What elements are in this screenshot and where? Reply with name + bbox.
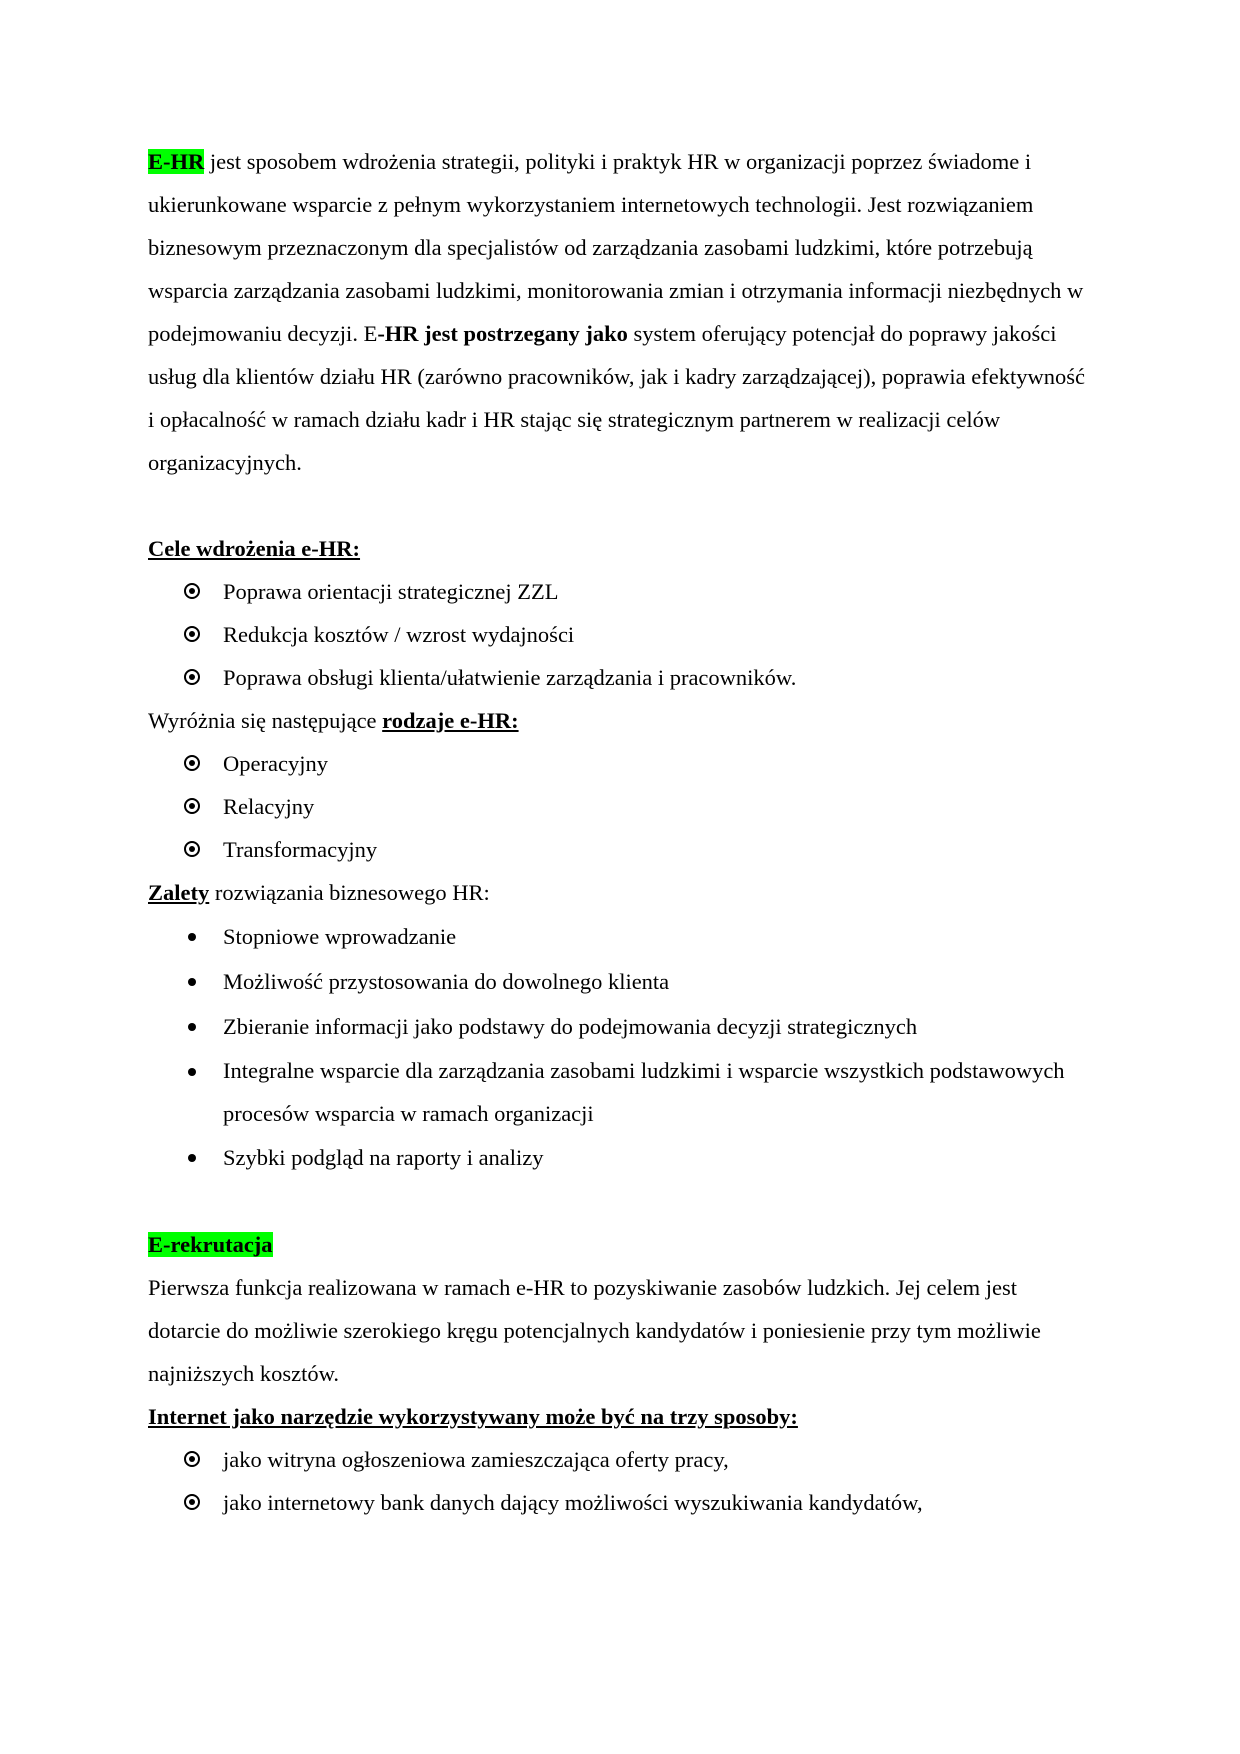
zalety-heading: Zalety: [148, 880, 210, 905]
rodzaje-line: [148, 699, 1093, 742]
list-item: Transformacyjny: [148, 828, 1093, 871]
list-item: Możliwość przystosowania do dowolnego klienta: [148, 959, 1093, 1004]
rodzaje-heading: rodzaje e-HR:: [382, 708, 519, 733]
intro-text-1: jest sposobem wdrożenia strategii, polityki i praktyk HR w organizacji poprzez świadome i ukierunkowane wsparcie z pełnym wykorzystaniem internetowych technologii. Jest rozwiązaniem biznesowym przeznaczonym dla specjalistów od zarządzania zasobami ludzkimi, które potrzebują wsparcia zarządzania zasobami ludzkimi, monitorowania zmian i otrzymania informacji niezbędnych w podejmowaniu decyzji. E: [148, 149, 1084, 346]
bullet-dot-icon: [188, 1068, 196, 1076]
spacer: [148, 484, 1093, 527]
list-item: jako internetowy bank danych dający możliwości wyszukiwania kandydatów,: [148, 1481, 1093, 1524]
intro-paragraph: [148, 140, 1093, 484]
zalety-lead: rozwiązania biznesowego HR:: [209, 880, 490, 905]
bullet-dot-icon: [188, 1154, 196, 1162]
list-item: Redukcja kosztów / wzrost wydajności: [148, 613, 1093, 656]
list-item: Szybki podgląd na raporty i analizy: [148, 1135, 1093, 1180]
list-item: Poprawa orientacji strategicznej ZZL: [148, 570, 1093, 613]
zalety-line: [148, 871, 1093, 914]
erekrutacja-paragraph: Pierwsza funkcja realizowana w ramach e-HR to pozyskiwanie zasobów ludzkich. Jej celem jest dotarcie do możliwie szerokiego kręgu potencjalnych kandydatów i poniesienie przy tym możliwie najniższych kosztów.: [148, 1275, 1041, 1386]
cele-list: [148, 570, 1093, 699]
erekrutacja-heading: E-rekrutacja: [148, 1232, 273, 1257]
circled-bullet-icon: [184, 798, 200, 814]
circled-bullet-icon: [184, 841, 200, 857]
internet-list: [148, 1438, 1093, 1524]
bullet-dot-icon: [188, 933, 196, 941]
list-item: Poprawa obsługi klienta/ułatwienie zarządzania i pracowników.: [148, 656, 1093, 699]
circled-bullet-icon: [184, 755, 200, 771]
circled-bullet-icon: [184, 1494, 200, 1510]
spacer: [148, 1180, 1093, 1223]
intro-text-2: system oferujący potencjał do poprawy jakości usług dla klientów działu HR (zarówno pracowników, jak i kadry zarządzającej), poprawia efektywność i opłacalność w ramach działu kadr i HR stając się strategicznym partnerem w realizacji celów organizacyjnych.: [148, 321, 1085, 475]
list-item: jako witryna ogłoszeniowa zamieszczająca oferty pracy,: [148, 1438, 1093, 1481]
rodzaje-lead: Wyróżnia się następujące: [148, 708, 383, 733]
list-item: Integralne wsparcie dla zarządzania zasobami ludzkimi i wsparcie wszystkich podstawowych procesów wsparcia w ramach organizacji: [148, 1049, 1093, 1135]
ehr-term-highlight: E-HR: [148, 149, 205, 174]
rodzaje-list: [148, 742, 1093, 871]
circled-bullet-icon: [184, 669, 200, 685]
bullet-dot-icon: [188, 978, 196, 986]
circled-bullet-icon: [184, 583, 200, 599]
circled-bullet-icon: [184, 626, 200, 642]
zalety-list: [148, 914, 1093, 1180]
erekrutacja-heading-line: [148, 1223, 1093, 1266]
list-item: Zbieranie informacji jako podstawy do podejmowania decyzji strategicznych: [148, 1004, 1093, 1049]
list-item: Stopniowe wprowadzanie: [148, 914, 1093, 959]
list-item: Operacyjny: [148, 742, 1093, 785]
cele-heading: Cele wdrożenia e-HR:: [148, 536, 361, 561]
intro-bold-phrase: -HR jest postrzegany jako: [377, 321, 628, 346]
bullet-dot-icon: [188, 1023, 196, 1031]
internet-subheading: Internet jako narzędzie wykorzystywany może być na trzy sposoby:: [148, 1404, 798, 1429]
list-item: Relacyjny: [148, 785, 1093, 828]
document-content: [148, 140, 1093, 1524]
circled-bullet-icon: [184, 1451, 200, 1467]
